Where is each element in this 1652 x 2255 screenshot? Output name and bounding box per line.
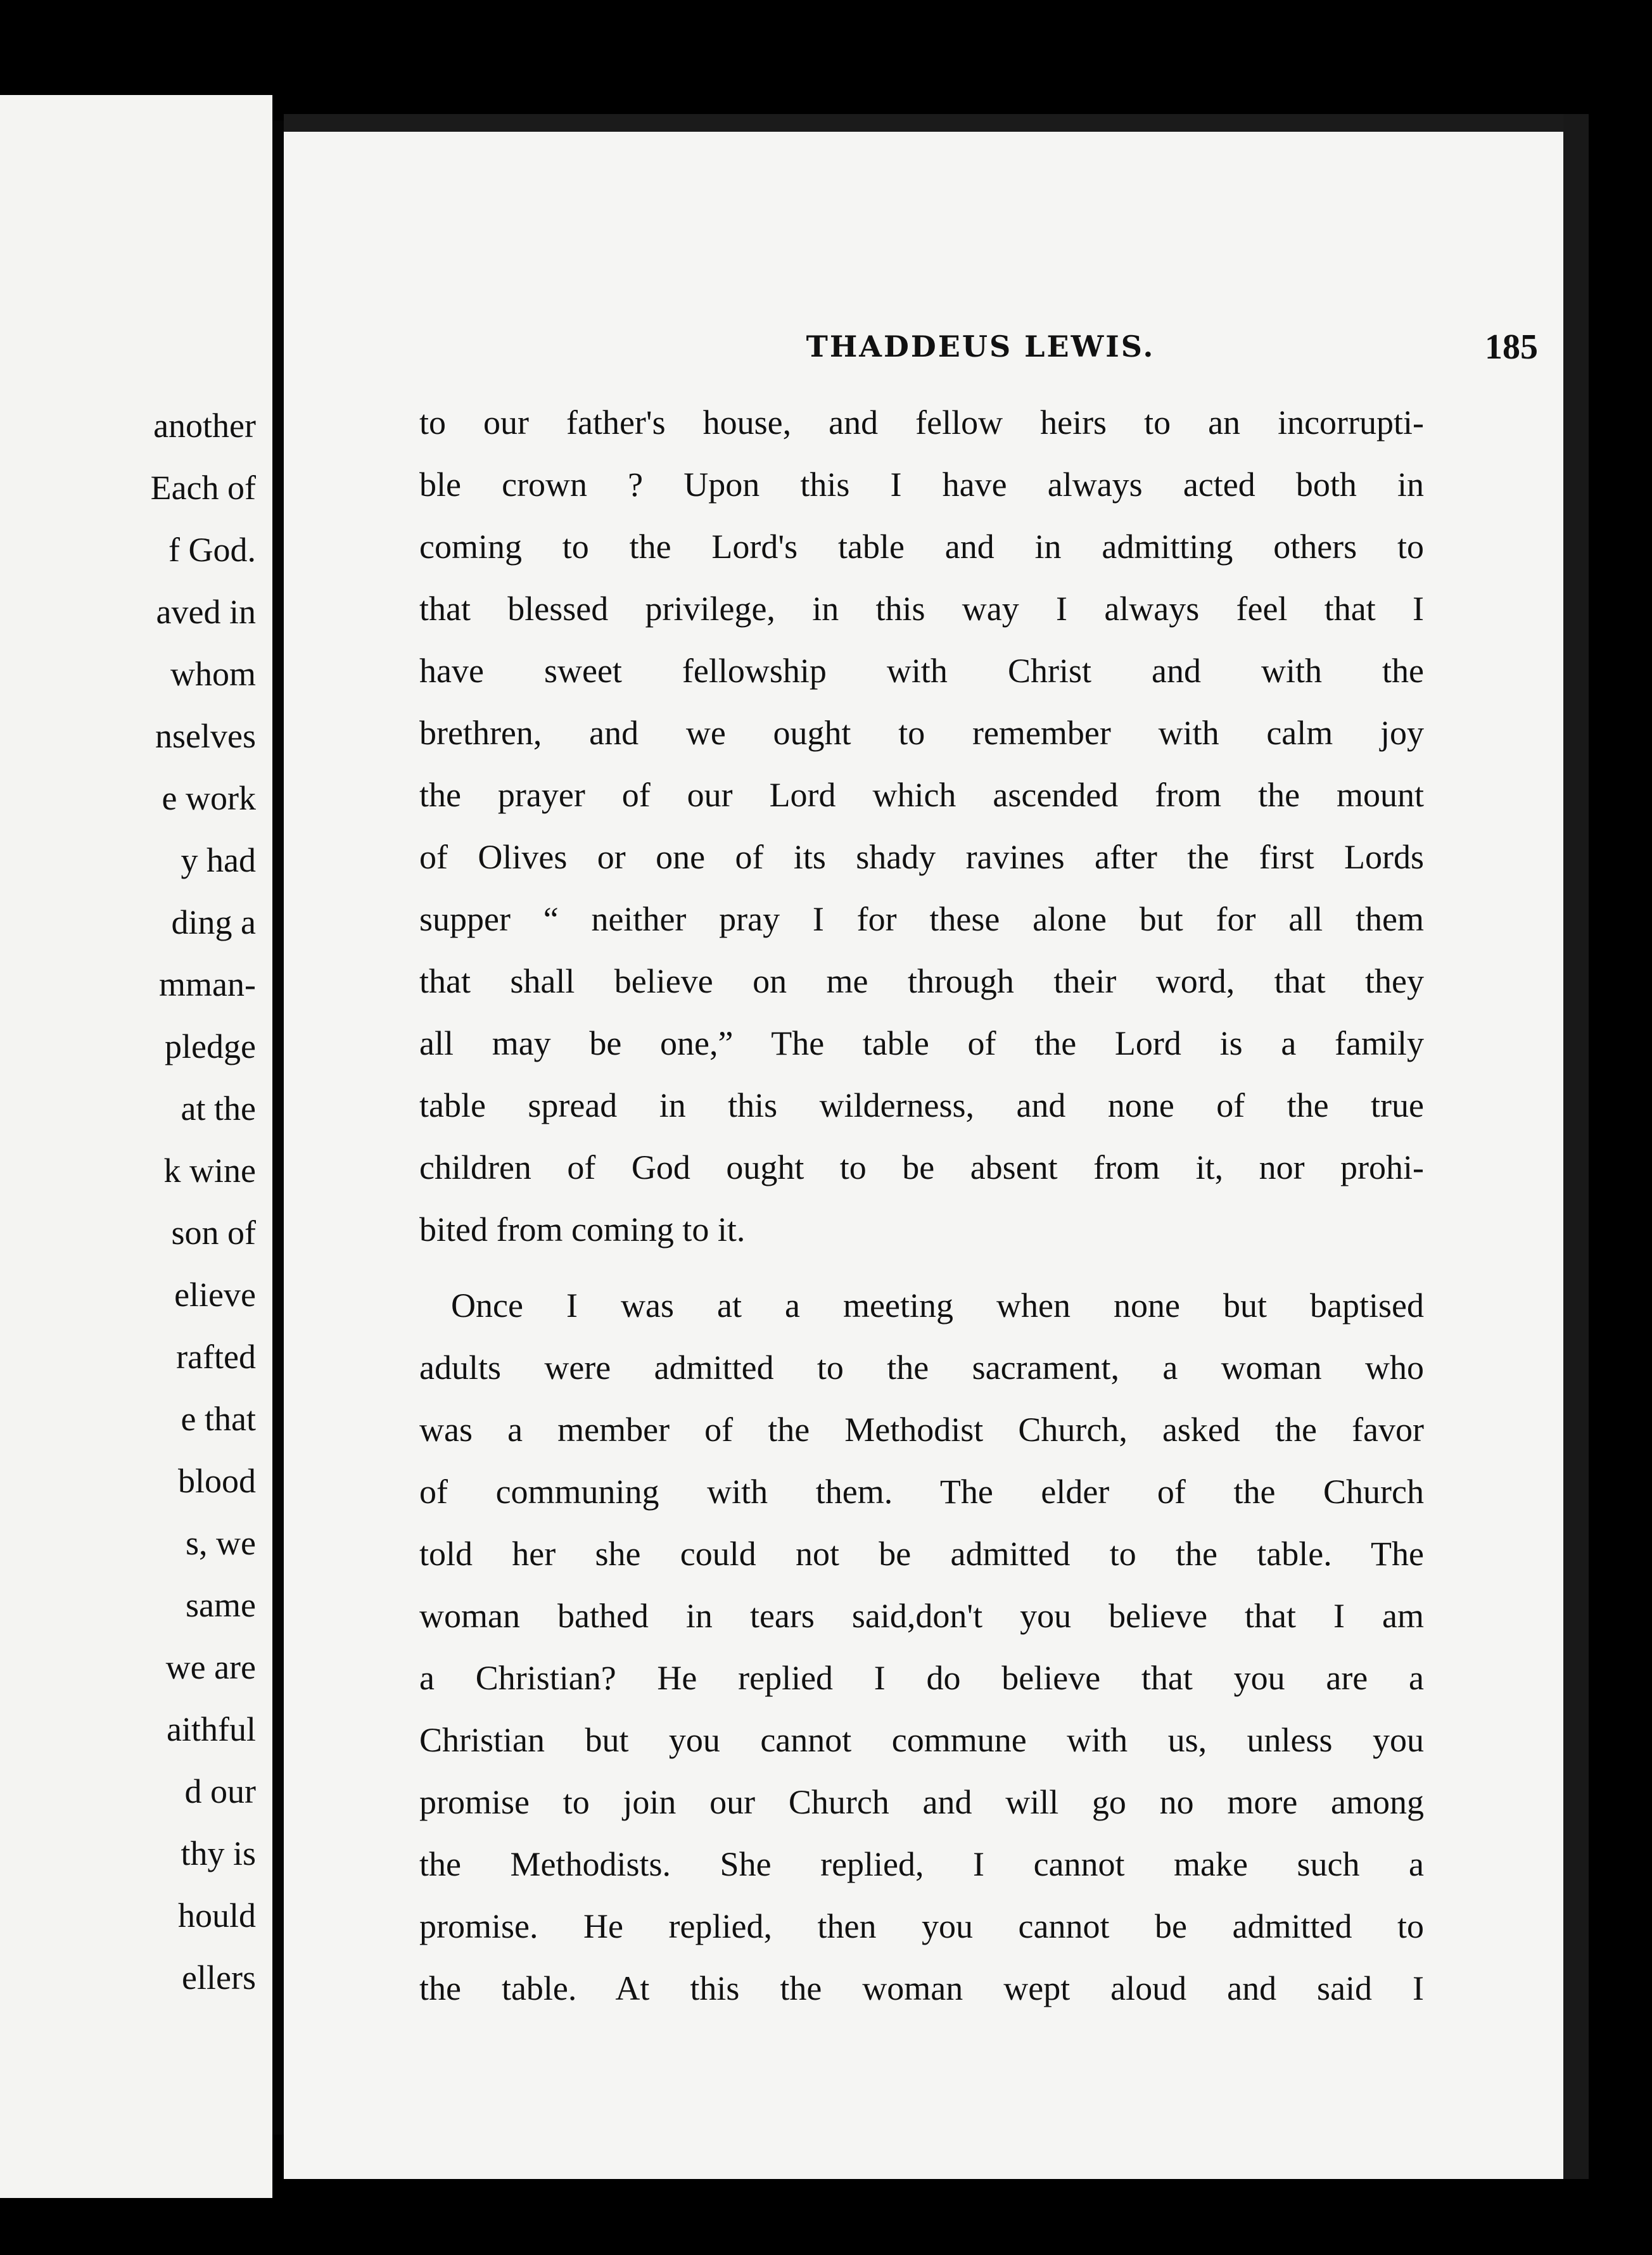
- left-page-fragment: mman-: [159, 965, 256, 1003]
- text-line: the prayer of our Lord which ascended from the mount: [419, 776, 1424, 814]
- left-page-fragment: f God.: [168, 531, 256, 569]
- left-page-fragment: aved in: [156, 593, 256, 631]
- text-line: of Olives or one of its shady ravines after the first Lords: [419, 838, 1424, 876]
- left-page-fragment: pledge: [165, 1027, 256, 1065]
- text-line: to our father's house, and fellow heirs to an incorrupti-: [419, 403, 1424, 441]
- left-page-fragment: we are: [165, 1648, 256, 1686]
- text-line: promise. He replied, then you cannot be admitted to: [419, 1907, 1424, 1945]
- left-page-fragment: another: [153, 407, 256, 445]
- left-page-fragment: blood: [177, 1462, 256, 1500]
- text-line: a Christian? He replied I do believe that you are a: [419, 1659, 1424, 1697]
- text-line: told her she could not be admitted to the table. The: [419, 1535, 1424, 1573]
- text-line: that blessed privilege, in this way I always feel that I: [419, 590, 1424, 628]
- text-line: bited from coming to it.: [419, 1210, 746, 1248]
- text-line: Once I was at a meeting when none but baptised: [451, 1286, 1424, 1324]
- left-page-fragment: s, we: [186, 1524, 256, 1562]
- page-top-shadow: [284, 114, 1589, 132]
- text-line: supper “ neither pray I for these alone but for all them: [419, 900, 1424, 938]
- text-line: the table. At this the woman wept aloud and said I: [419, 1969, 1424, 2007]
- left-page-fragment: e work: [162, 779, 256, 817]
- page-right-edge: [1563, 114, 1589, 2179]
- left-page-fragment: whom: [170, 655, 256, 693]
- text-line: children of God ought to be absent from it, nor prohi-: [419, 1148, 1424, 1186]
- left-page-fragment: rafted: [176, 1338, 256, 1376]
- left-page-fragment: k wine: [163, 1152, 256, 1190]
- left-page-fragment: ding a: [171, 903, 256, 941]
- page-number: 185: [1485, 327, 1538, 367]
- text-line: promise to join our Church and will go no more among: [419, 1783, 1424, 1821]
- left-page-fragment: e that: [181, 1400, 256, 1438]
- left-page-fragment: thy is: [181, 1834, 256, 1872]
- text-line: coming to the Lord's table and in admitting others to: [419, 528, 1424, 566]
- right-page: [284, 114, 1589, 2179]
- text-line: was a member of the Methodist Church, asked the favor: [419, 1411, 1424, 1449]
- page-header: [423, 329, 1538, 380]
- left-page-fragment: aithful: [167, 1710, 256, 1748]
- text-line: brethren, and we ought to remember with calm joy: [419, 714, 1424, 752]
- text-line: Christian but you cannot commune with us, unless you: [419, 1721, 1424, 1759]
- text-line: the Methodists. She replied, I cannot make such a: [419, 1845, 1424, 1883]
- text-line: of communing with them. The elder of the Church: [419, 1473, 1424, 1511]
- left-page-fragment: ellers: [182, 1959, 256, 1997]
- left-page-fragment: son of: [171, 1214, 256, 1252]
- left-page-fragment: elieve: [174, 1276, 256, 1314]
- left-page: [0, 95, 272, 2198]
- left-page-fragment: hould: [177, 1896, 256, 1934]
- book-gutter: [272, 120, 284, 2135]
- text-line: ble crown ? Upon this I have always acted both in: [419, 466, 1424, 504]
- left-page-fragment: y had: [181, 841, 256, 879]
- left-page-fragment: Each of: [150, 469, 256, 507]
- left-page-fragment: same: [186, 1586, 256, 1624]
- text-line: woman bathed in tears said,don't you believe that I am: [419, 1597, 1424, 1635]
- text-line: have sweet fellowship with Christ and with the: [419, 652, 1424, 690]
- text-line: table spread in this wilderness, and none of the true: [419, 1086, 1424, 1124]
- left-page-fragment: d our: [184, 1772, 256, 1810]
- left-page-fragment: at the: [181, 1089, 256, 1128]
- left-page-fragment: nselves: [155, 717, 256, 755]
- text-line: all may be one,” The table of the Lord is a family: [419, 1024, 1424, 1062]
- text-line: adults were admitted to the sacrament, a woman who: [419, 1349, 1424, 1387]
- text-line: that shall believe on me through their word, that they: [419, 962, 1424, 1000]
- running-title: THADDEUS LEWIS.: [806, 329, 1155, 364]
